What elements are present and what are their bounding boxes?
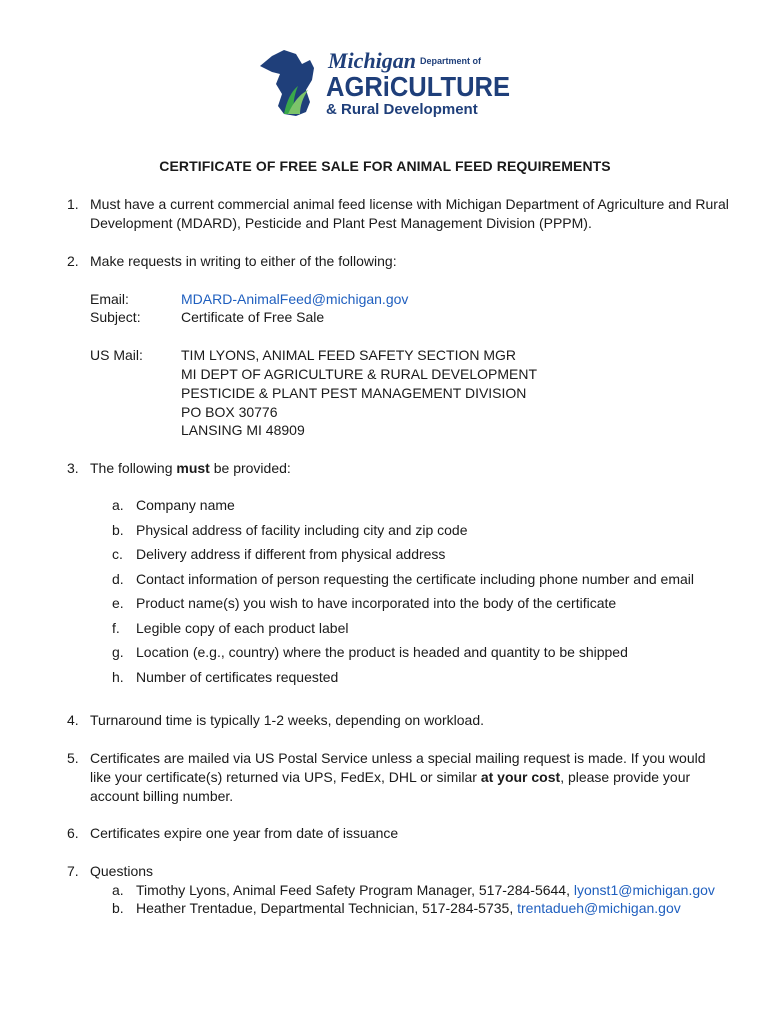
requirement-item: Product name(s) you wish to have incorporated into the body of the certificate: [136, 595, 617, 611]
logo-word-agriculture: AGRiCULTURE: [326, 71, 510, 102]
item-2-number: 2.: [67, 253, 79, 269]
requirement-item: Number of certificates requested: [136, 669, 339, 685]
requirement-letter: g.: [112, 644, 124, 660]
mail-address-line-4: PO BOX 30776: [181, 404, 278, 420]
item-1-line-1: Must have a current commercial animal feed license with Michigan Department of Agriculture and Rural: [90, 196, 729, 212]
item-7-text: Questions: [90, 863, 154, 879]
item-5-line-1: Certificates are mailed via US Postal Service unless a special mailing request is made. If you would: [90, 750, 706, 766]
item-6-text: Certificates expire one year from date of issuance: [90, 825, 399, 841]
item-5-number: 5.: [67, 750, 79, 766]
logo-word-michigan: Michigan: [328, 48, 417, 73]
contact-item: Heather Trentadue, Departmental Technician, 517-284-5735, trentadueh@michigan.gov: [136, 900, 681, 916]
item-6-number: 6.: [67, 825, 79, 841]
requirement-letter: b.: [112, 522, 124, 538]
item-5-line-3: account billing number.: [90, 788, 234, 804]
requirement-letter: d.: [112, 571, 124, 587]
item-7-number: 7.: [67, 863, 79, 879]
requirement-item: Legible copy of each product label: [136, 620, 349, 636]
requirement-letter: f.: [112, 620, 120, 636]
contact-email-link[interactable]: lyonst1@michigan.gov: [573, 882, 715, 898]
requirement-item: Location (e.g., country) where the product is headed and quantity to be shipped: [136, 644, 628, 660]
logo-word-rural: & Rural Development: [326, 101, 478, 118]
email-label: Email:: [90, 291, 129, 307]
item-1-number: 1.: [67, 196, 79, 212]
mail-address-line-1: TIM LYONS, ANIMAL FEED SAFETY SECTION MGR: [181, 347, 517, 363]
requirement-letter: e.: [112, 595, 124, 611]
item-5-bold-cost: at your cost: [480, 769, 561, 785]
us-mail-label: US Mail:: [90, 347, 143, 363]
item-4-text: Turnaround time is typically 1-2 weeks, depending on workload.: [90, 712, 485, 728]
mail-address-line-3: PESTICIDE & PLANT PEST MANAGEMENT DIVISION: [181, 385, 527, 401]
contact-item: Timothy Lyons, Animal Feed Safety Program Manager, 517-284-5644, lyonst1@michigan.gov: [136, 882, 715, 898]
requirement-letter: c.: [112, 546, 123, 562]
email-link[interactable]: MDARD-AnimalFeed@michigan.gov: [181, 291, 409, 307]
requirement-item: Contact information of person requesting the certificate including phone number and email: [136, 571, 694, 587]
contact-letter: b.: [112, 900, 124, 916]
requirement-item: Physical address of facility including city and zip code: [136, 522, 468, 538]
item-1-line-2: Development (MDARD), Pesticide and Plant Pest Management Division (PPPM).: [90, 215, 592, 231]
document-title: CERTIFICATE OF FREE SALE FOR ANIMAL FEED REQUIREMENTS: [159, 158, 611, 174]
item-3-text: The following must be provided:: [90, 460, 291, 476]
logo-word-department: Department of: [420, 56, 482, 66]
item-3-bold-must: must: [176, 460, 210, 476]
subject-label: Subject:: [90, 309, 141, 325]
requirement-item: Delivery address if different from physical address: [136, 546, 446, 562]
requirement-letter: a.: [112, 497, 124, 513]
item-3-number: 3.: [67, 460, 79, 476]
mdard-logo: [258, 44, 518, 120]
subject-value: Certificate of Free Sale: [181, 309, 325, 325]
contact-email-link[interactable]: trentadueh@michigan.gov: [517, 900, 681, 916]
item-5-line-2: like your certificate(s) returned via UPS, FedEx, DHL or similar at your cost, please provide your: [90, 769, 691, 785]
requirement-item: Company name: [136, 497, 235, 513]
requirement-letter: h.: [112, 669, 124, 685]
mail-address-line-5: LANSING MI 48909: [181, 422, 305, 438]
item-2-text: Make requests in writing to either of the following:: [90, 253, 397, 269]
mail-address-line-2: MI DEPT OF AGRICULTURE & RURAL DEVELOPMENT: [181, 366, 538, 382]
item-4-number: 4.: [67, 712, 79, 728]
contact-letter: a.: [112, 882, 124, 898]
mdard-logo-graphic: [258, 44, 518, 120]
